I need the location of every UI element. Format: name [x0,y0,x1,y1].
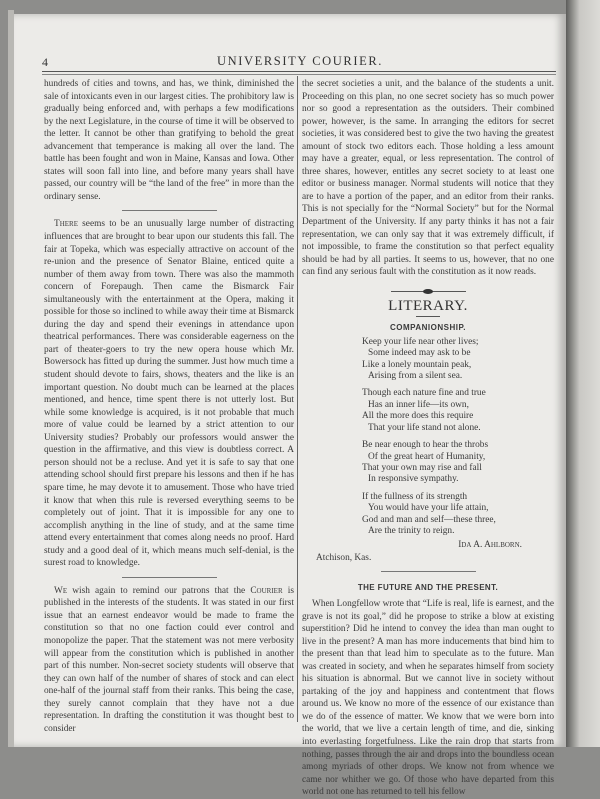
poem-line: Arising from a silent sea. [368,371,463,382]
ornament-icon [423,289,433,294]
lead-word: There [54,219,78,230]
separator-rule [122,577,217,578]
poem-stanza [362,440,554,486]
paragraph-distractions [44,218,294,569]
paragraph-text: seems to be an unusually large number of distracting influences that are brought to bear upon our students this fall. The fair at Topeka, which was especially attractive on account of the re-union and the presence of Senator Blaine, enticed quite a number of them away from town. There was also the mammoth concern of Forepaugh. Then came the Bismarck Fair simultaneously with the entertainment at the Opera, making it possible for those so inclined to while away their time at Bismarck during the day and spend their evenings in attendance upon theatrical performances. There was considerable eagerness on the part of theater-goers to try the new opera house which Mr. Bowersock has fitted up during the summer. Just how much time a student should devote to fairs, shows, theaters and the like is an important question. No doubt much can be learned at the places mentioned, and hence, time spent there is not utterly lost. But while some knowledge is acquired, is it not probable that much more of value could be learned by a strict attention to our University studies? Probably our professors would answer the question in the affirmative, and this view is doubtless correct. A person should not be a recluse. And yet it is safe to say that one attending school should first prepare his lessons and then if he has spare time, he may devote it to amusement. Those who have tried it know that when this rule is reversed everything seems to be completely out of joint. That it is impossible for any one to accomplish anything in the line of study, and at the same time attend every entertainment that comes along needs no proof. Hard study and a good deal of it, which means much self-denial, is the surest road to knowledge. [44,219,294,569]
separator-rule [122,210,217,211]
paragraph-temperance: hundreds of cities and towns, and has, we think, diminished the sale of intoxicants even in our largest cities. The prohibitory law is gradually being enforced and, with perhaps a few modifications by the next Legislature, in the course of time it will be observed to the letter. It cannot be other than gratifying to behold the great advancement that temperance is making all over the land. The battle has been fought and won in Maine, Kansas and Iowa. Other states will soon fall into line, and before many years shall have passed, our country will be “the land of the free” in more than the ordinary sense. [44,79,294,202]
poem-line: Be near enough to hear the throbs [362,440,489,451]
poem [362,337,554,538]
poem-line: In responsive sympathy. [368,474,459,485]
poem-line: Keep your life near other lives; [362,336,479,347]
poem-line: Though each nature fine and true [362,388,486,399]
article-text: When Longfellow wrote that “Life is real, life is earnest, and the grave is not its goal,” did he propose to strike a blow at existing superstition? Did he intend to convey the idea than man ought to live in the present? A man has more inducements that bind him to the present than that lead him to speculate as to the future. Man was created in society, and when he separates himself from society his situation is abnormal. But we cannot live in society without partaking of the joy and happiness and contentment that flows around us. We know no more of the essence of our existance than we do of the essence of matter. We know that we were born into the world, that we live a certain length of time, and die, sinking into everlasting forgetfulness. Like the rain drop that starts from nothing, passes through the air and drops into the boundless ocean among myriads of other drops. We know not from whence we came nor whither we go. Of those who have departed from this world not one has returned to tell his fellow [302,598,554,798]
poem-title: COMPANIONSHIP. [389,323,467,333]
poem-line: Has an inner life—its own, [368,399,469,410]
courier-name: Courier [250,585,283,596]
adjacent-page-edge [566,0,600,747]
column-divider [297,76,298,722]
short-rule [416,316,440,317]
poem-line: Some indeed may ask to be [368,348,471,359]
lead-word: We [54,585,68,596]
ornamental-rule [391,291,466,292]
poem-stanza [362,492,554,538]
poem-place: Atchison, Kas. [316,552,372,563]
paragraph-constitution [44,585,294,736]
page-number: 4 [42,55,48,69]
poem-author: Ida A. Ahlborn. [458,540,522,551]
poem-line: God and man and self—these three, [362,514,496,525]
poem-stanza [362,388,554,434]
separator-rule [381,571,476,572]
masthead: UNIVERSITY COURIER. [216,54,384,68]
poem-line: That your life stand not alone. [368,422,481,433]
poem-stanza [362,337,554,383]
poem-line: That your own may rise and fall [362,462,482,473]
header-rule [42,71,556,72]
poem-line: All the more does this require [362,411,474,422]
header-rule-thin [42,74,556,75]
paragraph-constitution-cont: the secret societies a unit, and the balance of the students a unit. Proceeding on this plan, no one secret society has so much power nor so good a representation as the outsiders. Their combined power, however, is the same. In arranging the editors for secret societies, it was considered best to give the two having the greatest amount of stock two editors each. Those holding a less amount may have a greater, equal, or less representation. The control of three shares, however, entitles any secret society to at least one editor or business manager. Normal students will notice that they are to have a portion of the paper, and an editor from their ranks. This is not specially for the “Normal Society” but for the Normal Department of the University. If any party thinks it has not a fair representation, we can only say that it was extremely difficult, if not impossible, to frame the constitution so that perfect equality should be had by all parties. It seems to us, however, that no one can find any serious fault with the constitution as it now reads. [302,79,554,278]
right-column [302,78,554,799]
poem-line: If the fullness of its strength [362,491,468,502]
section-title: LITERARY. [388,297,468,314]
left-column [44,78,294,735]
poem-line: Like a lonely mountain peak, [362,359,472,370]
article-title: THE FUTURE AND THE PRESENT. [357,583,499,593]
poem-line: Of the great heart of Humanity, [368,451,486,462]
paragraph-text: is published in the interests of the students. It was stated in our first issue that an earnest endeavor would be made to frame the constitution so that no one faction could ever control and monopolize the paper. That the statement was not mere verbosity will appear from the constitution which is published in another part of this number. Non-secret society students will observe that they can own half of the number of shares of stock and can elect one-half of the journal staff from their ranks. This being the case, they surely cannot complain that they have not a due representation. In drafting the constitution it was thought best to consider [44,585,294,734]
paragraph-text: wish again to remind our patrons that the [67,585,251,596]
poem-line: You would have your life attain, [368,503,489,514]
poem-line: Are the trinity to reign. [368,525,455,536]
